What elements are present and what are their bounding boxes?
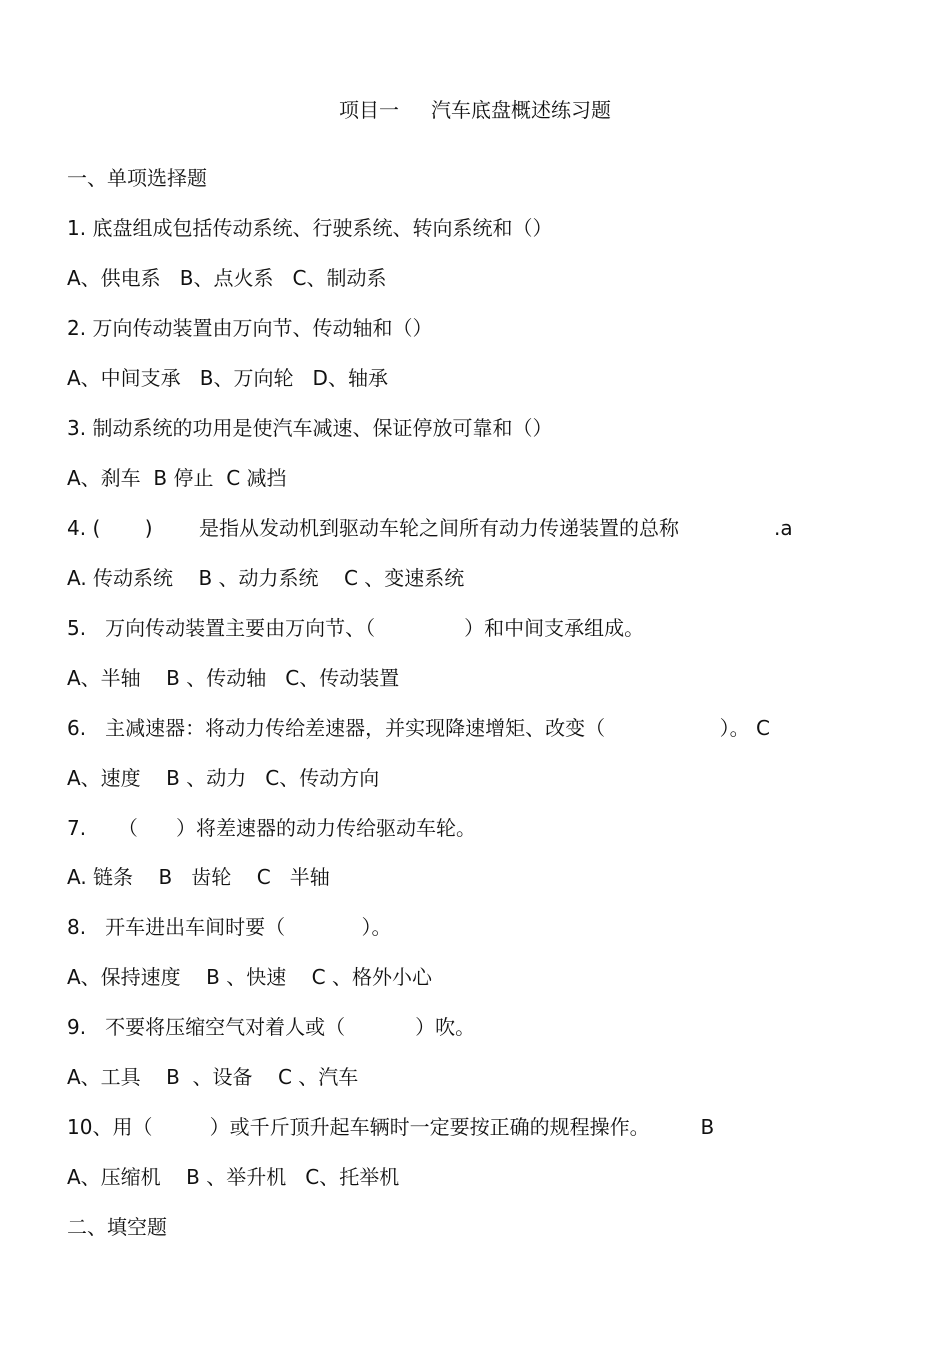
question-4: [67, 515, 887, 541]
options-4: A. 传动系统 B 、动力系统 C 、变速系统: [67, 566, 465, 590]
question-6: 6. 主减速器：将动力传给差速器，并实现降速增矩、改变（ ）。 C: [67, 716, 770, 740]
question-7: 7. （ ）将差速器的动力传给驱动车轮。: [67, 816, 477, 840]
section1-heading: 一、单项选择题: [67, 166, 207, 190]
options-8: A、保持速度 B 、快速 C 、格外小心: [67, 965, 432, 989]
options-9: A、工具 B 、设备 C 、汽车: [67, 1065, 359, 1089]
title-part1: 项目一: [339, 98, 399, 122]
question-2: 2. 万向传动装置由万向节、传动轴和（）: [67, 316, 433, 340]
question-8: 8. 开车进出车间时要（ ）。: [67, 915, 392, 939]
options-10: A、压缩机 B 、举升机 C、托举机: [67, 1165, 400, 1189]
question-1: 1. 底盘组成包括传动系统、行驶系统、转向系统和（）: [67, 216, 553, 240]
question-4-answer: .a: [774, 516, 793, 540]
title-part2: 汽车底盘概述练习题: [431, 98, 611, 122]
options-6: A、速度 B 、动力 C、传动方向: [67, 766, 380, 790]
question-5: 5. 万向传动装置主要由万向节、（ ）和中间支承组成。: [67, 616, 645, 640]
page-title: [0, 97, 950, 123]
options-5: A、半轴 B 、传动轴 C、传动装置: [67, 666, 400, 690]
question-3: 3. 制动系统的功用是使汽车减速、保证停放可靠和（）: [67, 416, 553, 440]
question-9: 9. 不要将压缩空气对着人或（ ）吹。: [67, 1015, 476, 1039]
question-10: 10、用（ ）或千斤顶升起车辆时一定要按正确的规程操作。 B: [67, 1115, 715, 1139]
options-7: A. 链条 B 齿轮 C 半轴: [67, 865, 330, 889]
section2-heading: 二、填空题: [67, 1215, 167, 1239]
options-3: A、刹车 B 停止 C 减挡: [67, 466, 287, 490]
question-4-number: 4. ( ): [67, 516, 153, 540]
options-1: A、供电系 B、点火系 C、制动系: [67, 266, 387, 290]
question-4-text: 是指从发动机到驱动车轮之间所有动力传递装置的总称: [199, 516, 679, 540]
options-2: A、中间支承 B、万向轮 D、轴承: [67, 366, 388, 390]
